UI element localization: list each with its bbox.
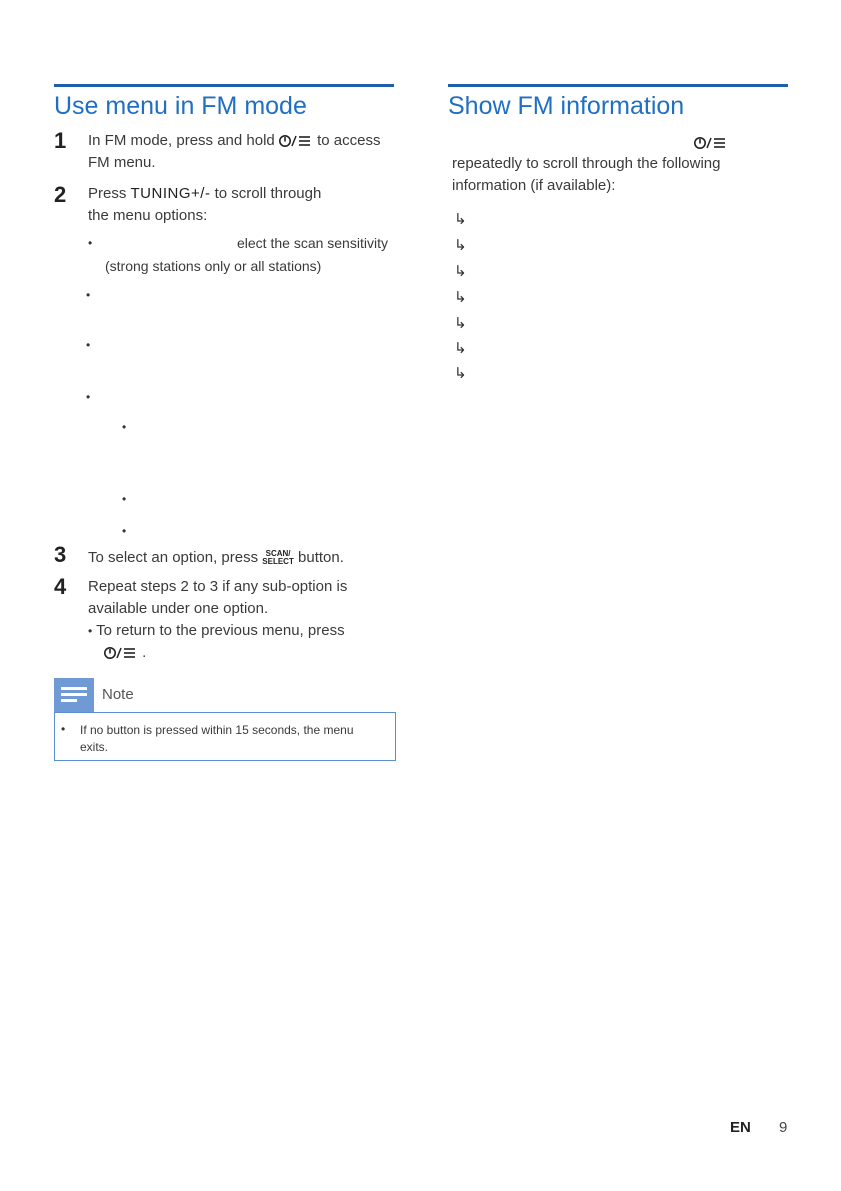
step-2-line-2: the menu options: [88,207,208,224]
result-arrow-icon: ↳ [454,211,467,228]
power-menu-icon [694,136,728,150]
left-section-title: Use menu in FM mode [54,92,307,120]
page-number: 9 [779,1119,788,1136]
step-3-text-post: button. [298,549,344,566]
left-heading-rule [54,84,394,87]
step-1-line-1 [88,130,380,152]
return-text: To return to the previous menu, press [96,622,345,639]
result-arrow-icon: ↳ [454,365,467,382]
note-bullet: • [61,722,66,736]
return-icon-line [104,642,146,664]
option-bullet-2: • [86,288,91,302]
select-label: SELECT [262,557,294,566]
scan-label: SCAN/ [265,549,291,558]
result-arrow-icon: ↳ [454,237,467,254]
result-arrow-icon: ↳ [454,289,467,306]
right-heading-rule [448,84,788,87]
step-1-text-pre: In FM mode, press and hold [88,132,275,149]
sub-option-bullet-3: • [122,524,127,538]
return-end: . [142,644,147,661]
result-arrow-icon: ↳ [454,263,467,280]
right-line-2: information (if available): [452,177,616,194]
step-2-line-1 [88,183,321,205]
step-1-line-2: FM menu. [88,154,156,171]
step-2-text-post: to scroll through [214,185,322,202]
step-4-line-2: available under one option. [88,600,269,617]
step-3-text-pre: To select an option, press [88,549,259,566]
note-icon [54,678,94,712]
power-menu-icon [279,134,313,148]
return-line [88,620,345,642]
step-3-line [88,547,344,569]
option-1-line-2: (strong stations only or all stations) [105,258,322,274]
power-menu-icon [104,646,138,660]
sub-option-bullet-2: • [122,492,127,506]
result-arrow-icon: ↳ [454,340,467,357]
sub-option-bullet-1: • [122,420,127,434]
step-1-number: 1 [54,128,67,153]
option-bullet-1: • [88,236,93,250]
step-1-text-post: to access [317,132,381,149]
tuning-button-label: TUNING+/- [130,185,211,202]
step-3-number: 3 [54,542,67,567]
option-1-line-1: elect the scan sensitivity [237,235,388,251]
scan-select-button-icon [262,550,294,566]
note-line-1: If no button is pressed within 15 seconds, the menu [80,723,354,737]
note-label: Note [102,686,134,703]
footer-language: EN [730,1119,751,1136]
note-box [54,712,396,761]
step-4-number: 4 [54,574,67,599]
result-arrow-icon: ↳ [454,315,467,332]
right-line-1: repeatedly to scroll through the following [452,155,721,172]
note-line-2: exits. [80,740,109,754]
return-bullet: • [88,624,93,638]
step-2-text-pre: Press [88,185,127,202]
option-bullet-3: • [86,338,91,352]
right-section-title: Show FM information [448,92,685,120]
step-4-line-1: Repeat steps 2 to 3 if any sub-option is [88,578,348,595]
option-bullet-4: • [86,390,91,404]
step-2-number: 2 [54,182,67,207]
